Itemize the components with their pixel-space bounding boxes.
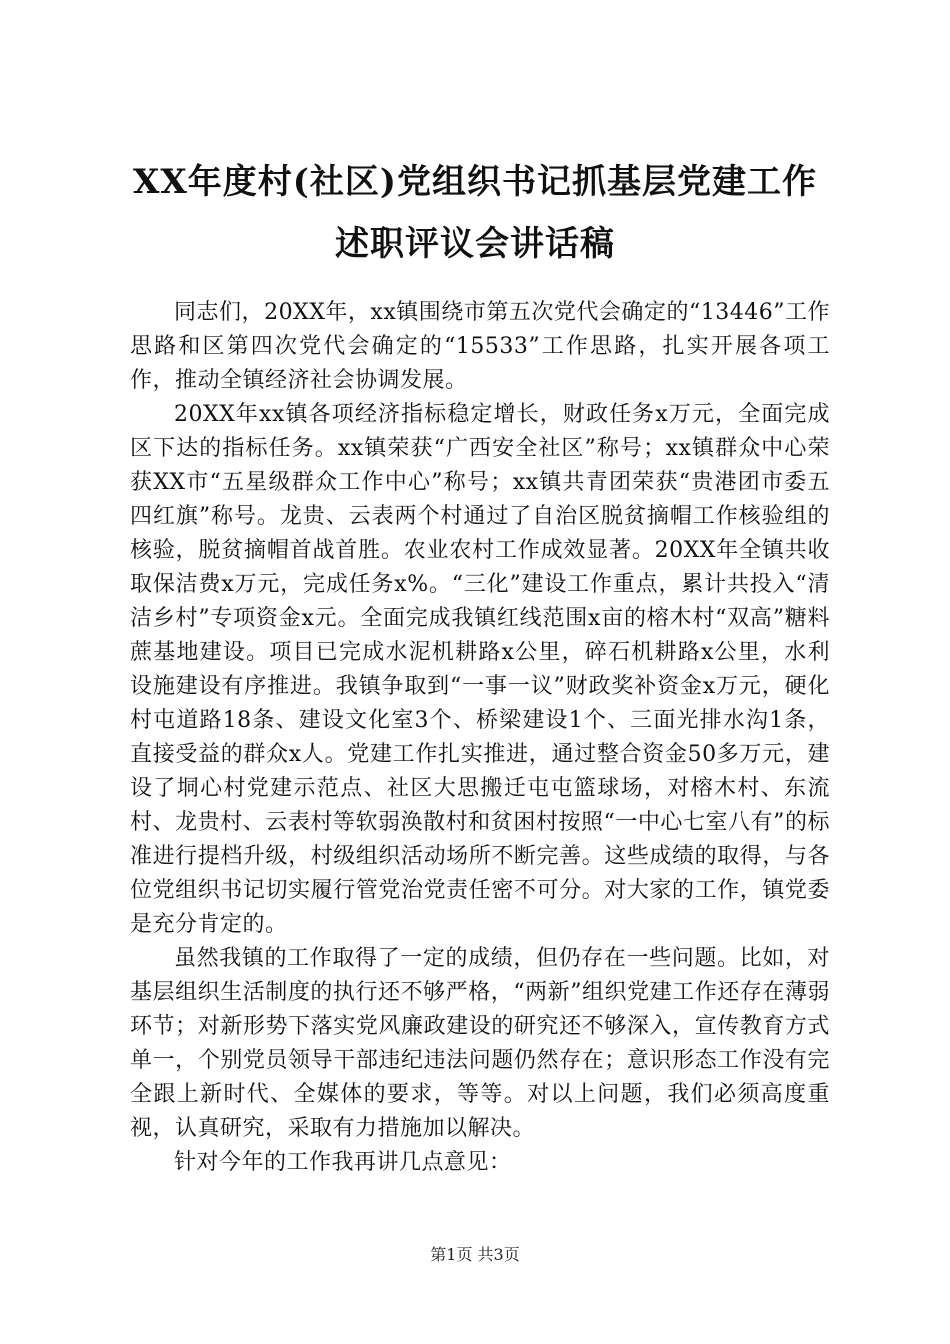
paragraph-2: 20XX年xx镇各项经济指标稳定增长，财政任务x万元，全面完成区下达的指标任务。xx镇荣获“广西安全社区”称号；xx镇群众中心荣获XX市“五星级群众工作中心”称号；xx镇共青团荣获“贵港团市委五四红旗”称号。龙贵、云表两个村通过了自治区脱贫摘帽工作核验组的核验，脱贫摘帽首战首胜。农业农村工作成效显著。20XX年全镇共收取保洁费x万元，完成任务x%。“三化”建设工作重点，累计共投入“清洁乡村”专项资金x元。全面完成我镇红线范围x亩的榕木村“双高”糖料蔗基地建设。项目已完成水泥机耕路x公里，碎石机耕路x公里，水利设施建设有序推进。我镇争取到“一事一议”财政奖补资金x万元，硬化村屯道路18条、建设文化室3个、桥梁建设1个、三面光排水沟1条，直接受益的群众x人。党建工作扎实推进，通过整合资金50多万元，建设了垌心村党建示范点、社区大思搬迁屯屯篮球场，对榕木村、东流村、龙贵村、云表村等软弱涣散村和贫困村按照“一中心七室八有”的标准进行提档升级，村级组织活动场所不断完善。这些成绩的取得，与各位党组织书记切实履行管党治党责任密不可分。对大家的工作，镇党委是充分肯定的。: [130, 402, 830, 937]
document-body: [130, 296, 830, 1180]
document-title: [100, 160, 850, 266]
title-line-2: 述职评议会讲话稿: [335, 224, 615, 264]
paragraph-1: 同志们，20XX年，xx镇围绕市第五次党代会确定的“13446”工作思路和区第四次党代会确定的“15533”工作思路，扎实开展各项工作，推动全镇经济社会协调发展。: [130, 300, 830, 393]
paragraph-3: 虽然我镇的工作取得了一定的成绩，但仍存在一些问题。比如，对基层组织生活制度的执行还不够严格，“两新”组织党建工作还存在薄弱环节；对新形势下落实党风廉政建设的研究还不够深入，宣传教育方式单一，个别党员领导干部违纪违法问题仍然存在；意识形态工作没有完全跟上新时代、全媒体的要求，等等。对以上问题，我们必须高度重视，认真研究，采取有力措施加以解决。: [130, 946, 830, 1141]
title-line-1: XX年度村(社区)党组织书记抓基层党建工作: [133, 162, 817, 202]
paragraph-4: 针对今年的工作我再讲几点意见：: [174, 1150, 512, 1175]
page-footer: 第1页 共3页: [430, 1245, 520, 1264]
